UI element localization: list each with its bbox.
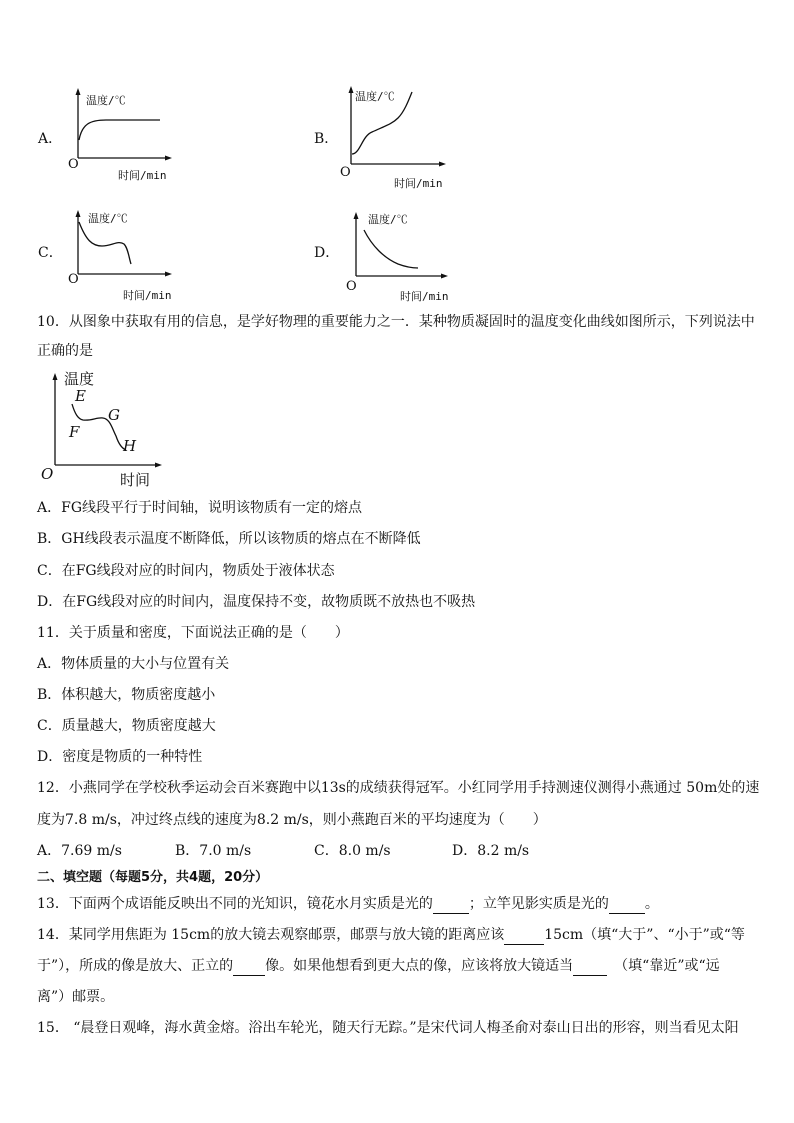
y-axis-label: 温度 — [64, 370, 95, 388]
question-13 — [37, 894, 659, 914]
cooling-curve-plot — [0, 0, 1, 1]
option-d: D．8.2 m/s — [452, 843, 530, 859]
option-letter: A． — [38, 131, 63, 147]
option-b: B．7.0 m/s — [175, 843, 252, 859]
x-axis-label: 时间/min — [118, 169, 167, 182]
option-letter: D． — [314, 245, 340, 261]
y-axis-label: 温度/℃ — [355, 90, 395, 103]
option-a: A．7.69 m/s — [37, 843, 122, 859]
point-g-label: G — [108, 406, 120, 424]
option-b: B．体积越大，物质密度越小 — [37, 687, 216, 703]
question-text: 离”）邮票。 — [37, 989, 115, 1005]
option-d: D．密度是物质的一种特性 — [37, 749, 203, 765]
answer-blank[interactable] — [504, 930, 544, 945]
question-text: 。 — [644, 896, 659, 912]
point-f-label: F — [69, 423, 80, 441]
option-letter: C． — [38, 245, 63, 261]
origin-label: O — [41, 465, 54, 483]
question-text: 像。如果他想看到更大点的像，应该将放大镜适当 — [265, 958, 574, 974]
point-e-label: E — [75, 387, 86, 405]
x-axis-label: 时间/min — [394, 177, 443, 190]
option-a: A．物体质量的大小与位置有关 — [37, 656, 230, 672]
option-c: C．8.0 m/s — [314, 843, 391, 859]
question-text: 13．下面两个成语能反映出不同的光知识，镜花水月实质是光的 — [37, 896, 433, 912]
answer-blank[interactable] — [433, 899, 469, 914]
x-axis-label: 时间 — [120, 471, 151, 489]
question-text: 15cm（填“大于”、“小于”或“等 — [544, 927, 745, 943]
x-axis-label: 时间/min — [400, 290, 449, 303]
x-axis-label: 时间/min — [123, 289, 172, 302]
section-heading: 二、填空题（每题5分，共4题，20分） — [37, 870, 269, 885]
question-text: ；立竿见影实质是光的 — [468, 896, 609, 912]
question-text: 12．小燕同学在学校秋季运动会百米赛跑中以13s的成绩获得冠军。小红同学用手持测速仪测得小燕通过 50m处的速 — [37, 780, 760, 796]
option-c: C．质量越大，物质密度越大 — [37, 718, 216, 734]
question-text: 14．某同学用焦距为 15cm的放大镜去观察邮票，邮票与放大镜的距离应该 — [37, 927, 505, 943]
question-text: 度为7.8 m/s，冲过终点线的速度为8.2 m/s，则小燕跑百米的平均速度为（ ） — [37, 812, 547, 828]
question-text: 于”），所成的像是放大、正立的 — [37, 958, 234, 974]
y-axis-label: 温度/℃ — [86, 94, 126, 107]
origin-label: O — [340, 165, 351, 180]
option-letter: B． — [314, 131, 339, 147]
answer-blank[interactable] — [609, 899, 645, 914]
question-text: 10．从图象中获取有用的信息，是学好物理的重要能力之一．某种物质凝固时的温度变化曲线如图所示，下列说法中 — [37, 314, 755, 330]
answer-blank[interactable] — [233, 961, 265, 976]
origin-label: O — [68, 157, 79, 172]
answer-blank[interactable] — [573, 961, 607, 976]
question-15: 15． “晨登日观峰，海水黄金熔。浴出车轮光，随天行无踪。”是宋代词人梅圣俞对泰山日出的形容，则当看见太阳 — [37, 1020, 739, 1036]
y-axis-label: 温度/℃ — [368, 213, 408, 226]
origin-label: O — [68, 272, 79, 287]
y-axis-label: 温度/℃ — [88, 212, 128, 225]
point-h-label: H — [123, 437, 137, 455]
question-text: 正确的是 — [37, 343, 93, 359]
option-c: C．在FG线段对应的时间内，物质处于液体状态 — [37, 563, 335, 579]
option-b: B．GH线段表示温度不断降低，所以该物质的熔点在不断降低 — [37, 531, 421, 547]
option-a: A．FG线段平行于时间轴，说明该物质有一定的熔点 — [37, 500, 363, 516]
question-text: （填“靠近”或“远 — [621, 958, 720, 974]
question-text: 11．关于质量和密度，下面说法正确的是（ ） — [37, 625, 349, 641]
option-d: D．在FG线段对应的时间内，温度保持不变，故物质既不放热也不吸热 — [37, 594, 476, 610]
origin-label: O — [346, 279, 357, 294]
